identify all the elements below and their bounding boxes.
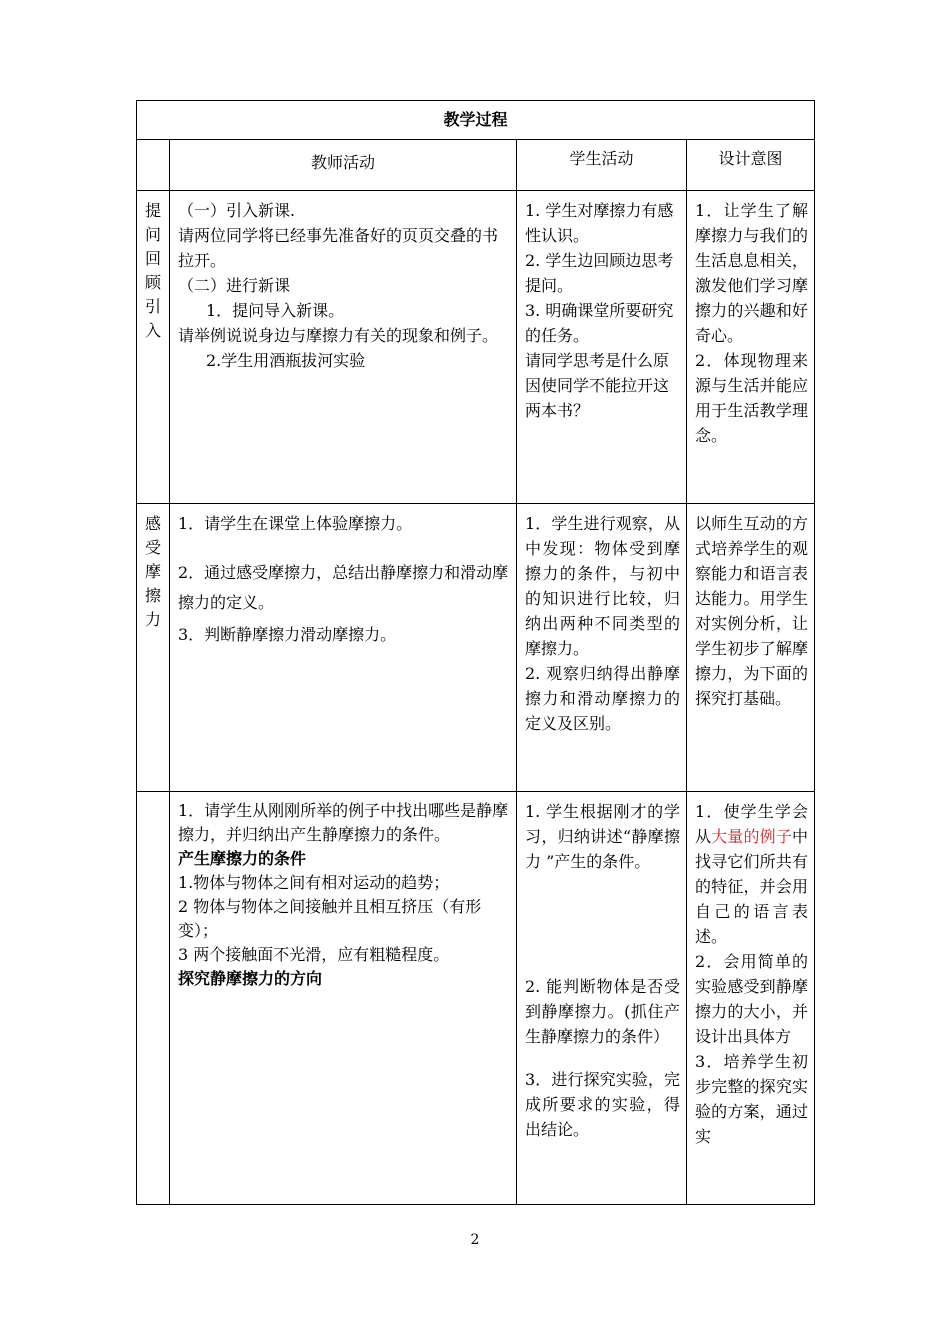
table-row: [137, 792, 815, 1205]
table-row: [137, 191, 815, 504]
header-teacher-activity: 教师活动: [310, 153, 375, 172]
table-title: 教学过程: [137, 101, 815, 140]
highlighted-text: 大量的例子: [711, 827, 792, 846]
student-activity-cell: 1．学生进行观察，从中发现：物体受到摩擦力的条件，与初中的知识进行比较，归纳出两种不同类型的摩擦力。 2. 观察归纳得出静摩擦力和滑动摩擦力的定义及区别。: [517, 504, 687, 792]
table-title-row: [137, 101, 815, 140]
design-intent-cell: 1．使学生学会从大量的例子中找寻它们所共有的特征，并会用自己的语言表述。 2．会用简单的实验感受到静摩擦力的大小，并设计出具体方 3．培养学生初步完整的探究实验的方案，通过实: [687, 792, 815, 1205]
design-intent-cell: 以师生互动的方式培养学生的观察能力和语言表达能力。用学生对实例分析，让学生初步了解摩擦力，为下面的探究打基础。: [687, 504, 815, 792]
design-intent-cell: 1．让学生了解摩擦力与我们的生活息息相关，激发他们学习摩擦力的兴趣和好奇心。 2．体现物理来源与生活并能应用于生活教学理念。: [687, 191, 815, 504]
stage-label: [137, 792, 170, 1205]
page-number: 2: [470, 1232, 480, 1248]
teacher-activity-cell: （一）引入新课. 请两位同学将已经事先准备好的页页交叠的书拉开。 （二）进行新课 1．提问导入新课。 请举例说说身边与摩擦力有关的现象和例子。 2.学生用酒瓶拔河实验: [170, 191, 517, 504]
teaching-process-table: [136, 100, 815, 1205]
student-activity-cell: 1. 学生对摩擦力有感性认识。 2. 学生边回顾边思考提问。 3. 明确课堂所要研究的任务。 请同学思考是什么原因使同学不能拉开这两本书？: [517, 191, 687, 504]
header-student-activity: 学生活动: [569, 149, 634, 168]
teacher-activity-cell: 1．请学生从刚刚所举的例子中找出哪些是静摩擦力，并归纳出产生静摩擦力的条件。 产生摩擦力的条件 1.物体与物体之间有相对运动的趋势； 2 物体与物体之间接触并且相互挤压（有形变）； 3 两个接触面不光滑，应有粗糙程度。 探究静摩擦力的方向: [170, 792, 517, 1205]
student-activity-cell: 1. 学生根据刚才的学习，归纳讲述“静摩擦力 ”产生的条件。 2. 能判断物体是否受到静摩擦力。(抓住产生静摩擦力的条件） 3．进行探究实验，完成所要求的实验，得出结论。: [517, 792, 687, 1205]
table-header-row: [137, 140, 815, 191]
table-row: [137, 504, 815, 792]
stage-label: 感 受 摩 擦 力: [137, 504, 170, 792]
header-design-intent: 设计意图: [718, 149, 783, 168]
header-stage: [137, 140, 170, 191]
teacher-activity-cell: 1．请学生在课堂上体验摩擦力。 2．通过感受摩擦力，总结出静摩擦力和滑动摩擦力的定义。 3．判断静摩擦力滑动摩擦力。: [170, 504, 517, 792]
stage-label: 提 问 回 顾 引 入: [137, 191, 170, 504]
